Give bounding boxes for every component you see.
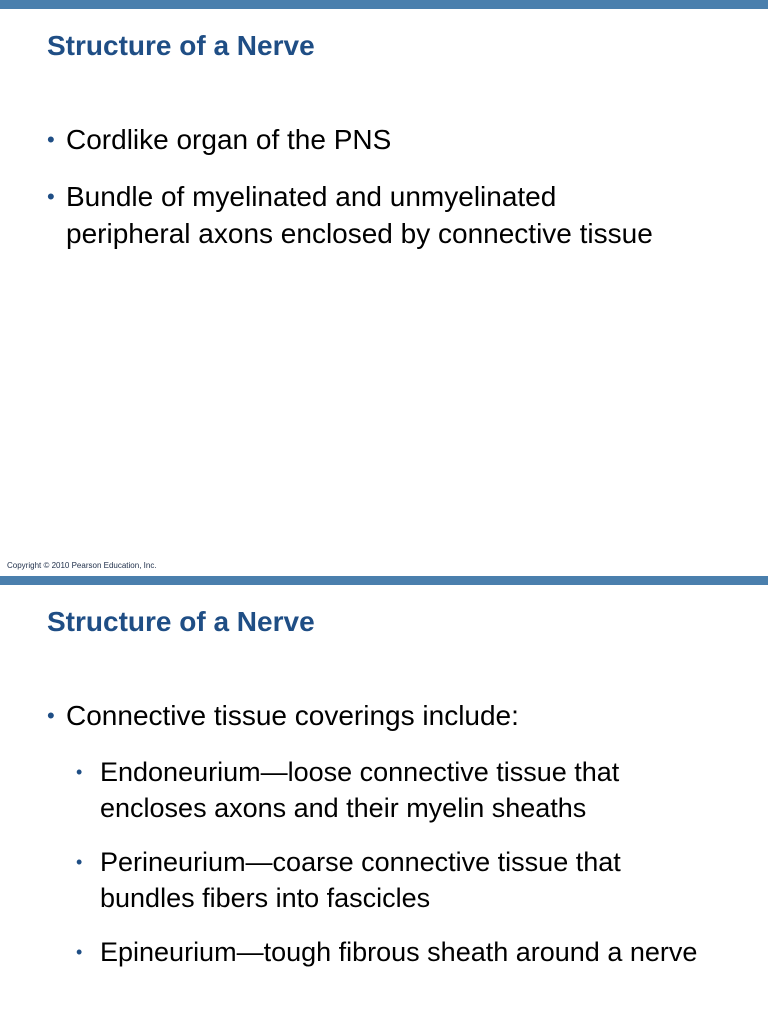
bullet-item — [47, 697, 747, 734]
bullet-text: Bundle of myelinated and unmyelinated peripheral axons enclosed by connective tissue — [66, 181, 653, 249]
bullet-icon: • — [47, 184, 55, 209]
sub-bullet-item — [76, 934, 716, 970]
bullet-item — [47, 178, 687, 252]
sub-bullet-text: Perineurium—coarse connective tissue that bundles fibers into fascicles — [100, 847, 621, 913]
slide-title: Structure of a Nerve — [47, 606, 315, 637]
sub-bullet-text: Endoneurium—loose connective tissue that encloses axons and their myelin sheaths — [100, 757, 620, 823]
bullet-icon: • — [47, 127, 55, 152]
bullet-text: Connective tissue coverings include: — [66, 700, 519, 731]
sub-bullet-icon: • — [76, 852, 83, 872]
slide-top-bar — [0, 576, 768, 585]
bullet-item — [47, 121, 747, 158]
bullet-text: Cordlike organ of the PNS — [66, 124, 392, 155]
slide-top-bar — [0, 0, 768, 9]
sub-bullet-item — [76, 844, 716, 916]
slide-2 — [0, 576, 768, 1024]
sub-bullet-text: Epineurium—tough fibrous sheath around a nerve — [100, 937, 698, 967]
sub-bullet-icon: • — [76, 942, 83, 962]
copyright-notice: Copyright © 2010 Pearson Education, Inc. — [7, 561, 157, 570]
sub-bullet-item — [76, 754, 716, 826]
bullet-icon: • — [47, 703, 55, 728]
sub-bullet-icon: • — [76, 762, 83, 782]
slide-title: Structure of a Nerve — [47, 30, 315, 61]
